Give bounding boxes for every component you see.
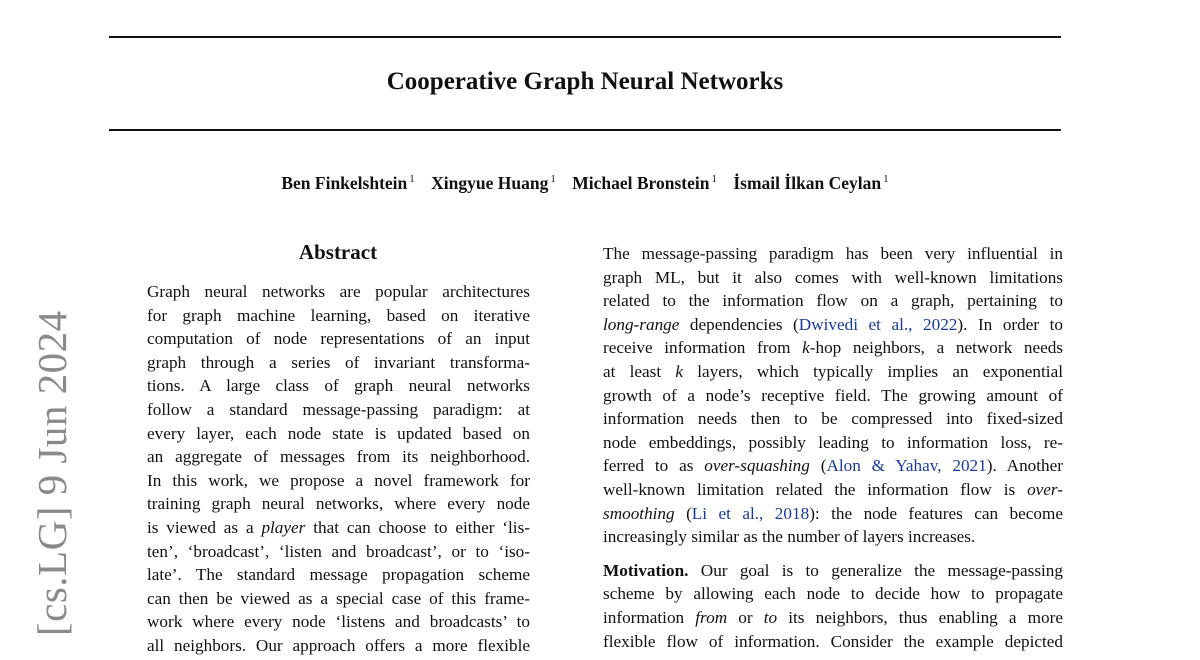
text-line: information from or to its neighbors, thus enabling a more <box>603 607 1063 627</box>
text-line: Graph neural networks are popular architectures <box>147 282 530 301</box>
text-line: information needs then to be compressed into fixed-sized <box>603 409 1063 429</box>
text-line: graph ML, but it also comes with well-known limitations <box>603 267 1063 287</box>
author: Ben Finkelshtein $^1$ <box>281 173 415 193</box>
text-line: related to the information flow on a graph, pertaining to <box>603 291 1063 311</box>
title-rule-bottom <box>109 129 1061 131</box>
text-line: smoothing (Li et al., 2018): the node features can become <box>603 503 1063 523</box>
text-line: growth of a node’s receptive field. The growing amount of <box>603 385 1063 405</box>
author: Xingyue Huang $^1$ <box>431 173 556 193</box>
text-line: follow a standard message-passing paradigm: at <box>147 400 530 419</box>
citation-link[interactable]: Dwivedi et al., 2022 <box>798 314 958 334</box>
text-line: flexible flow of information. Consider the example depicted <box>603 631 1063 651</box>
author-list <box>109 173 1061 194</box>
text-line: receive information from k-hop neighbors, a network needs <box>603 338 1063 358</box>
text-line: computation of node representations of an input <box>147 329 530 349</box>
text-line: late’. The standard message propagation scheme <box>147 565 530 585</box>
text-line: increasingly similar as the number of layers increases. <box>603 527 976 547</box>
text-line: every layer, each node state is updated based on <box>147 423 530 443</box>
arxiv-stamp: [cs.LG] 9 Jun 2024 <box>29 310 75 636</box>
title-rule-top <box>109 36 1061 38</box>
text-line: ten’, ‘broadcast’, ‘listen and broadcast’, or to ‘iso- <box>147 541 530 561</box>
text-line: can then be viewed as a special case of this frame- <box>147 588 530 608</box>
text-line: ferred to as over-squashing (Alon & Yahav, 2021). Another <box>603 456 1063 476</box>
text-line: all neighbors. Our approach offers a more flexible <box>147 636 530 655</box>
text-line: an aggregate of messages from its neighborhood. <box>147 447 530 467</box>
author: İsmail İlkan Ceylan $^1$ <box>733 173 889 193</box>
text-line: graph through a series of invariant transforma- <box>147 352 530 372</box>
text-line: work where every node ‘listens and broadcasts’ to <box>147 612 530 632</box>
text-line: training graph neural networks, where every node <box>147 494 530 514</box>
paper-title: Cooperative Graph Neural Networks <box>386 68 784 95</box>
text-line: scheme by allowing each node to decide how to propagate <box>603 584 1063 604</box>
text-line: Motivation. Our goal is to generalize the message-passing <box>603 560 1063 580</box>
text-line: The message-passing paradigm has been very influential in <box>603 244 1063 263</box>
abstract-heading: Abstract <box>298 240 378 264</box>
author: Michael Bronstein $^1$ <box>572 173 717 193</box>
text-line: node embeddings, possibly leading to information loss, re- <box>603 432 1063 452</box>
text-line: well-known limitation related the information flow is over- <box>603 480 1063 499</box>
text-line: is viewed as a player that can choose to either ‘lis- <box>147 518 530 537</box>
text-line: long-range dependencies (Dwivedi et al., 2022). In order to <box>603 314 1063 334</box>
text-line: tions. A large class of graph neural networks <box>147 376 530 396</box>
text-line: In this work, we propose a novel framework for <box>147 470 530 490</box>
citation-link[interactable]: Li et al., 2018 <box>691 503 810 523</box>
text-line: at least k layers, which typically implies an exponential <box>603 362 1063 381</box>
citation-link[interactable]: Alon & Yahav, 2021 <box>826 456 987 476</box>
text-line: for graph machine learning, based on iterative <box>147 305 530 325</box>
